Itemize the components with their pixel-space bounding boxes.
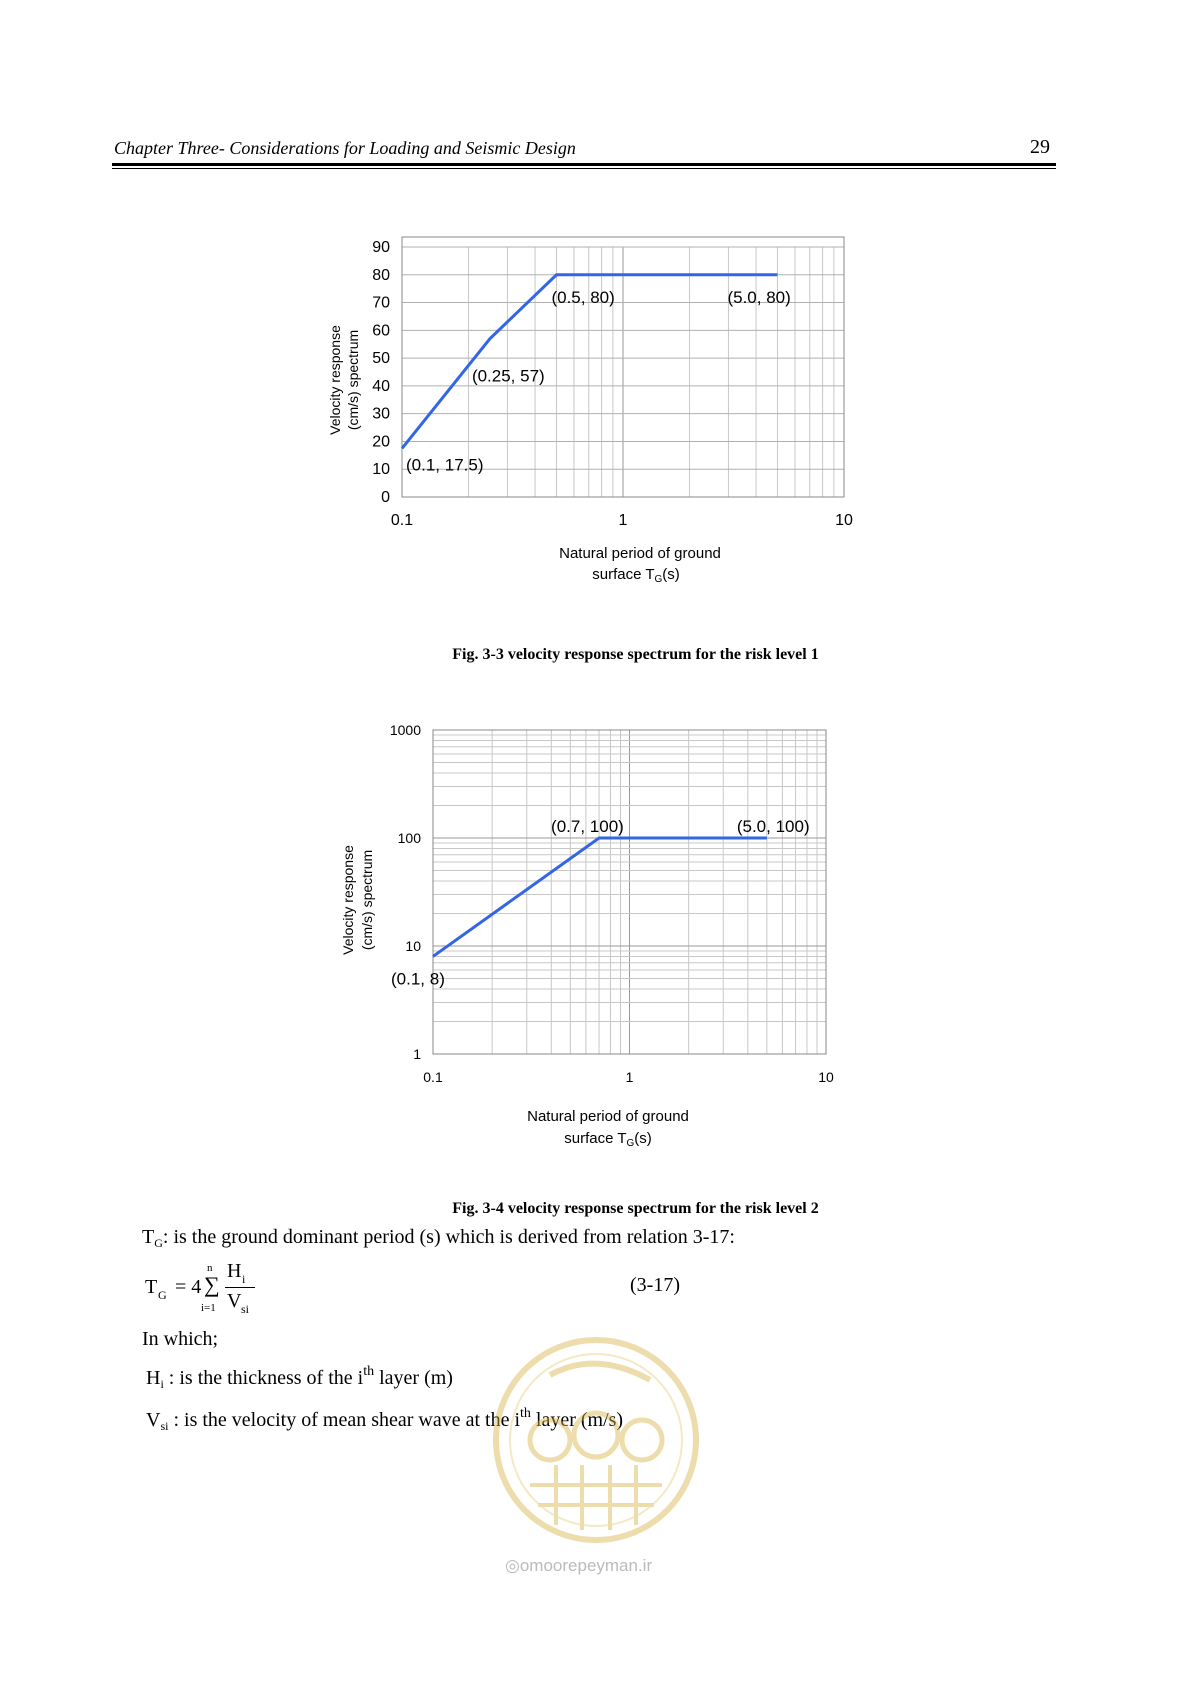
in-which-label: In which; bbox=[142, 1328, 219, 1350]
point-annotation: (5.0, 100) bbox=[736, 817, 810, 836]
chart2-series-line bbox=[433, 838, 767, 956]
y-tick-label: 60 bbox=[372, 322, 390, 340]
point-annotation: (0.5, 80) bbox=[551, 287, 615, 307]
chart1-ylabel-2: (cm/s) spectrum bbox=[345, 329, 361, 431]
fraction-bar bbox=[225, 1287, 255, 1288]
chart2-xlabel-1: Natural period of ground bbox=[527, 1108, 689, 1125]
y-tick-label: 80 bbox=[372, 266, 390, 284]
chart2-xlabel-2: surface $T_G(s)$ bbox=[564, 1130, 652, 1149]
y-tick-label: 10 bbox=[372, 461, 390, 479]
chart2-grid bbox=[433, 730, 826, 1054]
point-annotation: (0.1, 8) bbox=[391, 969, 445, 989]
velocity-spectrum-chart-level-2 bbox=[300, 710, 860, 1160]
x-tick-label: 10 bbox=[835, 512, 853, 529]
point-annotation: (5.0, 80) bbox=[727, 287, 791, 307]
x-tick-label: 10 bbox=[818, 1069, 834, 1085]
y-tick-label: 0 bbox=[381, 489, 390, 506]
page-number: 29 bbox=[1030, 136, 1050, 158]
globe-icon: ◎ bbox=[505, 1556, 520, 1575]
point-annotation: (0.25, 57) bbox=[471, 366, 545, 386]
figure-caption-3-4: Fig. 3-4 velocity response spectrum for the risk level 2 bbox=[452, 1200, 819, 1217]
y-tick-label: 1000 bbox=[389, 722, 421, 738]
watermark-logo bbox=[490, 1335, 710, 1565]
header-rule bbox=[112, 163, 1056, 166]
chart2-ylabel-1: Velocity response bbox=[340, 845, 356, 955]
chart1-xlabel-2: surface $T_G(s)$ bbox=[592, 566, 680, 585]
x-tick-label: 0.1 bbox=[390, 512, 414, 529]
y-tick-label: 10 bbox=[405, 938, 421, 954]
y-tick-label: 100 bbox=[397, 830, 421, 846]
chart2-x-ticks bbox=[423, 1069, 834, 1085]
velocity-spectrum-chart-level-1 bbox=[300, 225, 860, 595]
figure-caption-3-3: Fig. 3-3 velocity response spectrum for the risk level 1 bbox=[452, 646, 819, 663]
vsi-definition: $V_{si}$ : is the velocity of mean shear wave at the $i^{th}$ layer (m/s) bbox=[146, 1406, 624, 1433]
chart1-y-ticks bbox=[372, 239, 390, 506]
point-annotation: (0.7, 100) bbox=[551, 817, 624, 836]
header-rule-thin bbox=[112, 168, 1056, 169]
x-tick-label: 1 bbox=[618, 512, 628, 529]
y-tick-label: 70 bbox=[372, 294, 390, 312]
chart2-y-ticks bbox=[390, 722, 421, 1062]
y-tick-label: 50 bbox=[372, 350, 390, 368]
point-annotation: (0.1, 17.5) bbox=[406, 455, 484, 475]
watermark-site: ◎omoorepeyman.ir bbox=[505, 1556, 653, 1575]
y-tick-label: 40 bbox=[372, 377, 390, 395]
tg-definition: $T_G$: is the ground dominant period (s) which is derived from relation 3-17: bbox=[142, 1226, 735, 1250]
equation-number: (3-17) bbox=[630, 1274, 680, 1296]
y-tick-label: 1 bbox=[413, 1046, 421, 1062]
chart1-ylabel-1: Velocity response bbox=[327, 325, 343, 435]
equation-3-17: T G = 4 n ∑ i=1 H i V si bbox=[145, 1262, 265, 1322]
chart1-xlabel-1: Natural period of ground bbox=[559, 545, 721, 562]
y-tick-label: 30 bbox=[372, 405, 390, 423]
x-tick-label: 1 bbox=[625, 1069, 634, 1085]
y-tick-label: 90 bbox=[372, 239, 390, 256]
hi-definition: $H_i$ : is the thickness of the $i^{th}$ layer (m) bbox=[146, 1364, 453, 1391]
chart1-x-ticks bbox=[391, 512, 853, 529]
chart2-ylabel-2: (cm/s) spectrum bbox=[359, 849, 375, 951]
x-tick-label: 0.1 bbox=[423, 1069, 443, 1085]
y-tick-label: 20 bbox=[372, 433, 390, 451]
chapter-title: Chapter Three- Considerations for Loading and Seismic Design bbox=[114, 138, 576, 158]
